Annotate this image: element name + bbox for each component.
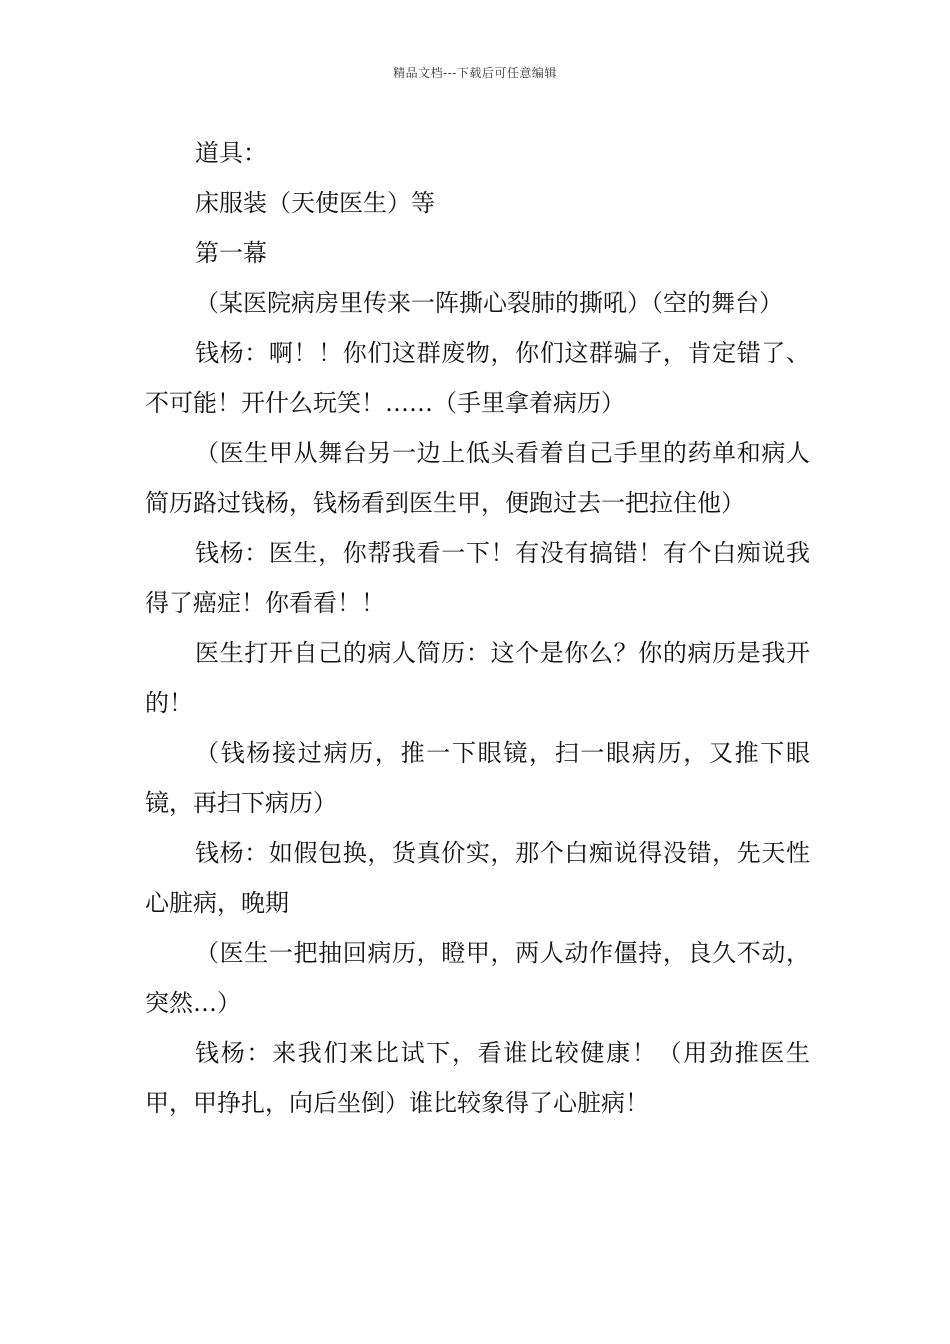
dialogue-line: 医生打开自己的病人简历：这个是你么？你的病历是我开的！: [145, 639, 810, 717]
dialogue-line: 钱杨：来我们来比试下，看谁比较健康！（用劲推医生甲，甲挣扎，向后坐倒）谁比较象得了心脏病！: [145, 1039, 810, 1117]
dialogue-line: 钱杨：啊！！你们这群废物，你们这群骗子，肯定错了、不可能！开什么玩笑！……（手里拿着病历）: [145, 339, 810, 417]
stage-direction: （某医院病房里传来一阵撕心裂肺的撕吼）（空的舞台）: [195, 289, 783, 317]
dialogue-line: 钱杨：医生，你帮我看一下！有没有搞错！有个白痴说我得了癌症！你看看！！: [145, 539, 810, 617]
document-body: [145, 128, 810, 1128]
stage-direction: （医生甲从舞台另一边上低头看着自己手里的药单和病人简历路过钱杨，钱杨看到医生甲，便跑过去一把拉住他）: [145, 439, 810, 517]
page-header: 精品文档---下载后可任意编辑: [393, 66, 557, 80]
props-heading: 道具：: [195, 139, 267, 167]
dialogue-line: 钱杨：如假包换，货真价实，那个白痴说得没错，先天性心脏病，晚期: [145, 839, 810, 917]
stage-direction: （钱杨接过病历，推一下眼镜，扫一眼病历，又推下眼镜，再扫下病历）: [145, 739, 810, 817]
act-title: 第一幕: [195, 239, 267, 267]
props-list: 床服装（天使医生）等: [195, 189, 435, 217]
stage-direction: （医生一把抽回病历，瞪甲，两人动作僵持，良久不动，突然…）: [145, 939, 810, 1017]
